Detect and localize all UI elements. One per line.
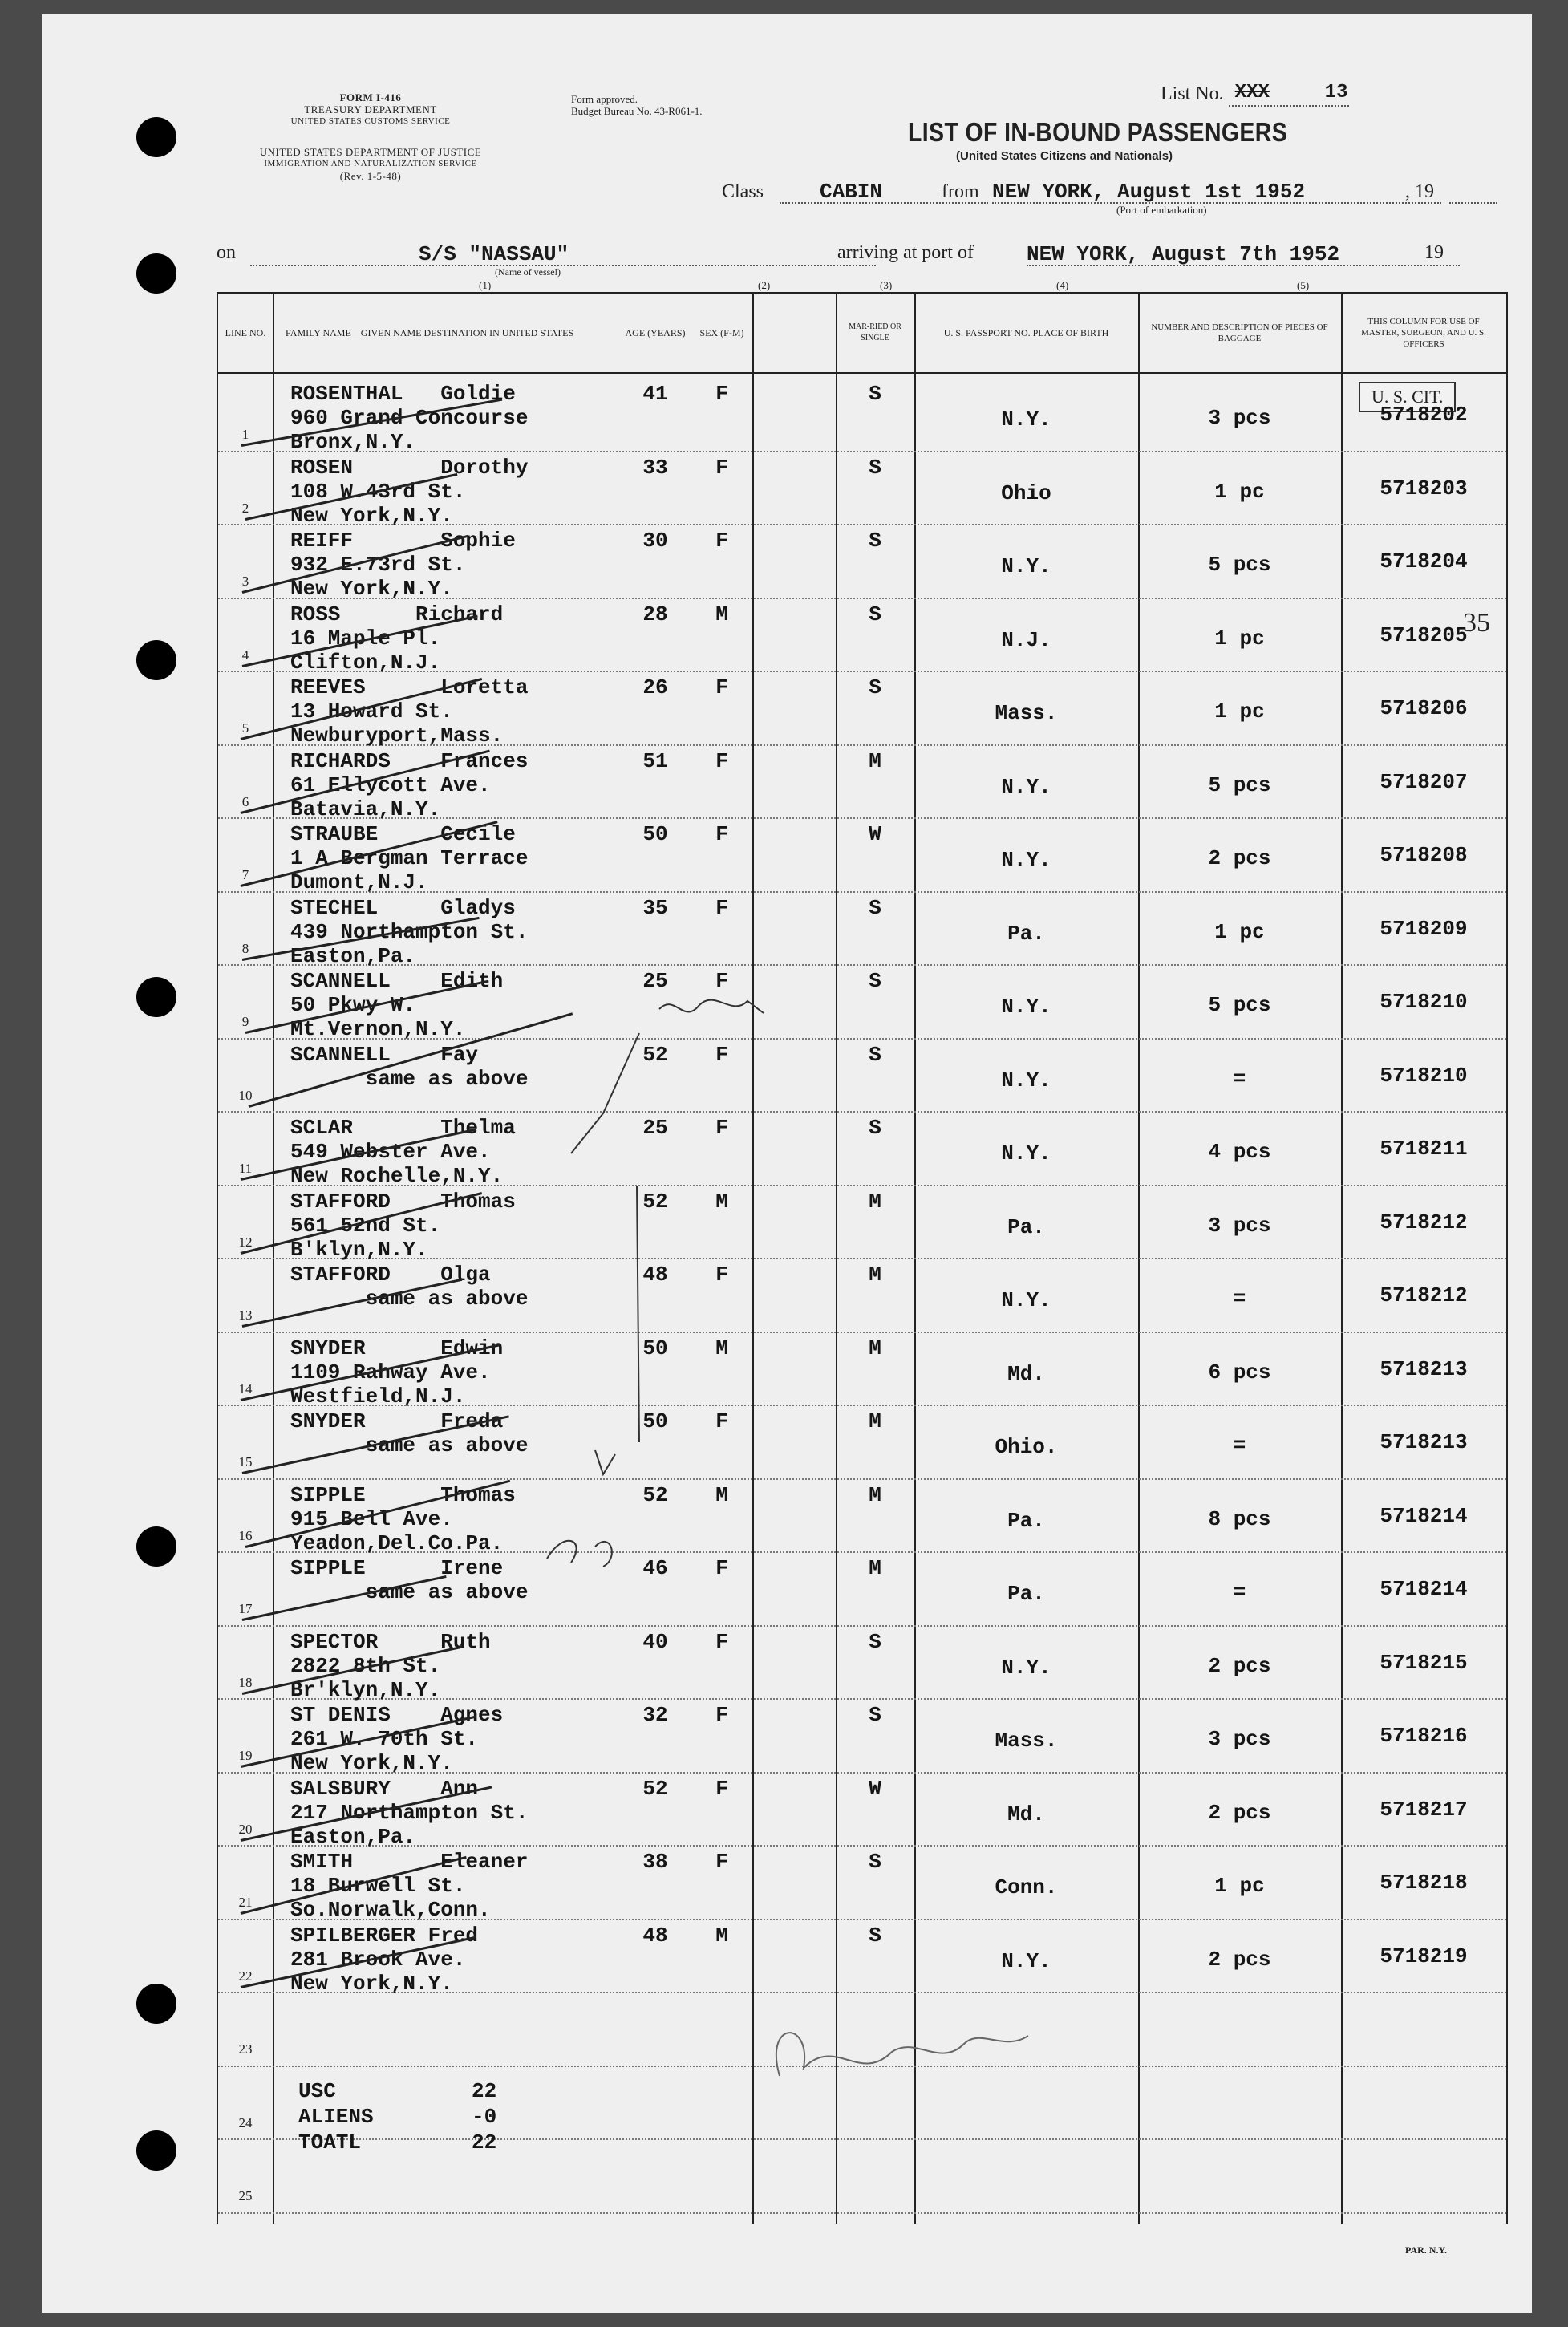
line-number: 16 <box>238 1527 253 1543</box>
line-number: 11 <box>238 1161 253 1176</box>
birth-place: N.Y. <box>1001 407 1051 432</box>
year-label: , 19 <box>1405 181 1434 202</box>
passenger-city: New York,N.Y. <box>290 1751 453 1775</box>
baggage: 3 pcs <box>1208 1213 1271 1238</box>
line-number: 22 <box>238 1968 253 1984</box>
birth-place: Mass. <box>995 701 1058 725</box>
birth-place: Pa. <box>1007 921 1045 946</box>
passenger-sex: F <box>715 969 728 993</box>
passenger-age: 35 <box>642 895 668 920</box>
col-header-name: FAMILY NAME—GIVEN NAME DESTINATION IN UNITED STATES <box>286 327 574 339</box>
baggage: 2 pcs <box>1208 1947 1271 1972</box>
marital-status: S <box>869 1629 881 1654</box>
on-label: on <box>217 242 236 263</box>
birth-place: N.Y. <box>1001 1948 1051 1973</box>
passenger-name: SMITH Eleaner <box>290 1850 529 1874</box>
officer-number: 5718204 <box>1380 549 1468 574</box>
baggage: 2 pcs <box>1208 1800 1271 1825</box>
col-header-age: AGE (YEARS) <box>625 327 686 339</box>
passenger-city: Batavia,N.Y. <box>290 797 441 821</box>
officer-number: 5718212 <box>1380 1283 1468 1307</box>
passenger-name: SPECTOR Ruth <box>290 1629 491 1654</box>
marital-status: S <box>869 1116 881 1140</box>
line-number: 5 <box>241 720 249 736</box>
passenger-city: So.Norwalk,Conn. <box>290 1898 491 1922</box>
passenger-sex: F <box>715 1263 728 1287</box>
passenger-sex: F <box>715 748 728 773</box>
passenger-name: SALSBURY Ann <box>290 1776 479 1801</box>
line-number: 14 <box>238 1380 253 1397</box>
passenger-sex: F <box>715 895 728 920</box>
passenger-age: 26 <box>642 675 668 699</box>
baggage: 6 pcs <box>1208 1360 1271 1384</box>
passenger-age: 52 <box>642 1042 668 1067</box>
col-header-passport: U. S. PASSPORT NO. PLACE OF BIRTH <box>943 327 1109 339</box>
list-number-struck: XXX <box>1234 82 1270 103</box>
birth-place: Conn. <box>995 1875 1058 1899</box>
baggage: 8 pcs <box>1208 1506 1271 1531</box>
marital-status: S <box>869 382 881 406</box>
passenger-name: STRAUBE Cecile <box>290 822 516 846</box>
passenger-name: SCANNELL Fay <box>290 1042 479 1067</box>
marital-status: M <box>869 1556 881 1580</box>
passenger-address: 915 Bell Ave. <box>290 1506 453 1531</box>
line-number: 24 <box>238 2114 253 2130</box>
passenger-age: 48 <box>642 1923 668 1948</box>
passenger-city: Dumont,N.J. <box>290 870 428 894</box>
passenger-sex: F <box>715 529 728 553</box>
passenger-sex: M <box>715 1336 728 1360</box>
treasury-dept: TREASURY DEPARTMENT <box>304 103 437 116</box>
passenger-address: 108 W.43rd St. <box>290 479 466 504</box>
officer-number: 5718202 <box>1380 403 1468 427</box>
passenger-city: Mt.Vernon,N.Y. <box>290 1017 466 1041</box>
passenger-age: 46 <box>642 1556 668 1580</box>
passenger-address: 1 A Bergman Terrace <box>290 846 529 870</box>
page-subtitle: (United States Citizens and Nationals) <box>956 149 1173 163</box>
passenger-name: SCLAR Thelma <box>290 1116 516 1140</box>
passenger-age: 52 <box>642 1482 668 1507</box>
passenger-name: RICHARDS Frances <box>290 748 529 773</box>
vessel-name: S/S "NASSAU" <box>419 242 569 266</box>
birth-place: N.Y. <box>1001 1068 1051 1093</box>
page-title: LIST OF IN-BOUND PASSENGERS <box>908 117 1288 147</box>
baggage: 4 pcs <box>1208 1140 1271 1164</box>
customs-service: UNITED STATES CUSTOMS SERVICE <box>290 116 451 126</box>
col-num-1: (1) <box>479 279 492 291</box>
total-label: TOATL <box>298 2130 362 2155</box>
passenger-sex: F <box>715 1703 728 1727</box>
marital-status: S <box>869 969 881 993</box>
line-number: 17 <box>238 1601 253 1616</box>
passenger-address: 932 E.73rd St. <box>290 553 466 577</box>
list-number: 13 <box>1324 82 1348 103</box>
passenger-sex: F <box>715 1042 728 1067</box>
passenger-city: Br'klyn,N.Y. <box>290 1677 441 1702</box>
passenger-city: Clifton,N.J. <box>290 650 441 675</box>
passenger-age: 28 <box>642 602 668 626</box>
passenger-age: 50 <box>642 822 668 846</box>
arriving-label: arriving at port of <box>837 242 974 263</box>
baggage: 3 pcs <box>1208 406 1271 430</box>
citizen-stamp: U. S. CIT. <box>1359 382 1456 412</box>
birth-place: N.Y. <box>1001 554 1051 578</box>
passenger-sex: F <box>715 1850 728 1874</box>
passenger-name: SIPPLE Thomas <box>290 1482 516 1507</box>
line-number: 13 <box>238 1307 253 1323</box>
line-number: 6 <box>241 793 249 809</box>
officer-number: 5718210 <box>1380 990 1468 1014</box>
baggage: = <box>1233 1287 1246 1311</box>
passenger-address: 50 Pkwy W. <box>290 993 416 1017</box>
baggage: 1 pc <box>1214 699 1265 724</box>
ins-service: IMMIGRATION AND NATURALIZATION SERVICE <box>264 159 477 168</box>
passenger-address: 960 Grand Concourse <box>290 406 529 430</box>
col-header-married: MAR-RIED OR SINGLE <box>849 322 901 343</box>
birth-place: N.Y. <box>1001 774 1051 799</box>
passenger-address: 439 Northampton St. <box>290 919 529 944</box>
class-label: Class <box>722 181 764 202</box>
passenger-name: ROSENTHAL Goldie <box>290 382 516 406</box>
passenger-sex: F <box>715 1629 728 1654</box>
birth-place: N.Y. <box>1001 1655 1051 1680</box>
birth-place: Pa. <box>1007 1508 1045 1533</box>
marital-status: S <box>869 1850 881 1874</box>
marital-status: W <box>869 822 881 846</box>
officer-signature <box>776 2033 1028 2076</box>
line-number: 18 <box>238 1674 253 1690</box>
passenger-address: 13 Howard St. <box>290 699 453 724</box>
passenger-address: same as above <box>290 1287 529 1311</box>
passenger-name: REEVES Loretta <box>290 675 529 699</box>
passenger-address: same as above <box>290 1433 529 1457</box>
passenger-address: same as above <box>290 1066 529 1091</box>
passenger-address: 1109 Rahway Ave. <box>290 1360 491 1384</box>
birth-place: N.Y. <box>1001 848 1051 872</box>
line-number: 7 <box>241 867 249 882</box>
birth-place: N.Y. <box>1001 1288 1051 1312</box>
officer-number: 5718210 <box>1380 1063 1468 1088</box>
passenger-name: SNYDER Freda <box>290 1409 504 1433</box>
embark-note: (Port of embarkation) <box>1116 204 1207 216</box>
officer-number: 5718213 <box>1380 1430 1468 1454</box>
passenger-city: B'klyn,N.Y. <box>290 1237 428 1262</box>
baggage: 1 pc <box>1214 1874 1265 1898</box>
line-number: 25 <box>238 2188 253 2203</box>
justice-dept: UNITED STATES DEPARTMENT OF JUSTICE <box>259 146 482 158</box>
passenger-sex: F <box>715 822 728 846</box>
line-number: 12 <box>238 1234 253 1250</box>
officer-number: 5718212 <box>1380 1210 1468 1234</box>
passenger-age: 52 <box>642 1189 668 1214</box>
officer-number: 5718218 <box>1380 1871 1468 1895</box>
passenger-name: ROSS Richard <box>290 602 504 626</box>
line-number: 21 <box>238 1895 253 1910</box>
col-header-line: LINE NO. <box>225 327 266 339</box>
officer-number: 5718208 <box>1380 843 1468 867</box>
line-number: 10 <box>238 1087 253 1103</box>
baggage: = <box>1233 1580 1246 1604</box>
officer-number: 5718214 <box>1380 1577 1468 1601</box>
total-count: 22 <box>472 2130 497 2155</box>
passenger-name: SIPPLE Irene <box>290 1556 504 1580</box>
passenger-sex: F <box>715 1409 728 1433</box>
passenger-age: 38 <box>642 1850 668 1874</box>
arrival-value: NEW YORK, August 7th 1952 <box>1027 242 1340 266</box>
birth-place: Ohio. <box>995 1435 1058 1459</box>
budget-bureau: Budget Bureau No. 43-R061-1. <box>571 105 703 117</box>
passenger-age: 52 <box>642 1776 668 1801</box>
col-header-sex: SEX (F-M) <box>699 327 744 339</box>
passenger-sex: M <box>715 1482 728 1507</box>
baggage: 5 pcs <box>1208 553 1271 577</box>
officer-number: 5718206 <box>1380 696 1468 720</box>
from-value: NEW YORK, August 1st 1952 <box>992 180 1306 204</box>
marital-status: S <box>869 529 881 553</box>
aliens-count: -0 <box>472 2105 497 2129</box>
passenger-address: 561 52nd St. <box>290 1213 441 1238</box>
passenger-name: STECHEL Gladys <box>290 895 516 920</box>
class-value: CABIN <box>820 180 883 204</box>
passenger-sex: M <box>715 1923 728 1948</box>
col-header-baggage: NUMBER AND DESCRIPTION OF PIECES OF BAGGAGE <box>1151 322 1328 343</box>
marital-status: M <box>869 1189 881 1214</box>
from-label: from <box>942 181 979 202</box>
line-number: 20 <box>238 1821 253 1837</box>
passenger-city: New York,N.Y. <box>290 577 453 601</box>
marital-status: S <box>869 1703 881 1727</box>
aliens-label: ALIENS <box>298 2105 374 2129</box>
marital-status: M <box>869 1409 881 1433</box>
marital-status: W <box>869 1776 881 1801</box>
passenger-address: 217 Northampton St. <box>290 1800 529 1825</box>
form-approved: Form approved. <box>571 93 638 105</box>
passenger-name: SPILBERGER Fred <box>290 1923 479 1948</box>
passenger-age: 32 <box>642 1703 668 1727</box>
baggage: 1 pc <box>1214 479 1265 504</box>
col-header-officers: THIS COLUMN FOR USE OF MASTER, SURGEON, AND U. S. OFFICERS <box>1361 317 1486 349</box>
passenger-age: 25 <box>642 969 668 993</box>
line-number: 15 <box>238 1454 253 1470</box>
col-num-5: (5) <box>1297 279 1310 291</box>
officer-number: 5718207 <box>1380 769 1468 794</box>
marital-status: M <box>869 1482 881 1507</box>
passenger-city: New York,N.Y. <box>290 503 453 528</box>
line-number: 19 <box>238 1748 253 1763</box>
marital-status: S <box>869 602 881 626</box>
marital-status: S <box>869 1923 881 1948</box>
baggage: 5 pcs <box>1208 772 1271 797</box>
passenger-name: ST DENIS Agnes <box>290 1703 504 1727</box>
line-number: 1 <box>241 427 249 442</box>
passenger-sex: F <box>715 1776 728 1801</box>
passenger-name: REIFF Sophie <box>290 529 516 553</box>
passenger-age: 40 <box>642 1629 668 1654</box>
passenger-sex: F <box>715 675 728 699</box>
baggage: 5 pcs <box>1208 993 1271 1017</box>
passenger-address: 61 Ellycott Ave. <box>290 772 491 797</box>
officer-number: 5718209 <box>1380 916 1468 941</box>
passenger-sex: M <box>715 1189 728 1214</box>
passenger-age: 30 <box>642 529 668 553</box>
passenger-city: Westfield,N.J. <box>290 1384 466 1409</box>
passenger-sex: M <box>715 602 728 626</box>
passenger-address: same as above <box>290 1580 529 1604</box>
handwritten-annotation <box>595 1450 615 1474</box>
passenger-name: SNYDER Edwin <box>290 1336 504 1360</box>
marital-status: M <box>869 1336 881 1360</box>
passenger-age: 25 <box>642 1116 668 1140</box>
officer-number: 5718219 <box>1380 1944 1468 1968</box>
line-number: 4 <box>241 647 249 663</box>
baggage: 1 pc <box>1214 626 1265 651</box>
birth-place: Pa. <box>1007 1214 1045 1239</box>
list-label: List No. <box>1161 83 1224 104</box>
line-number: 3 <box>241 574 249 589</box>
line-number: 9 <box>241 1014 249 1029</box>
birth-place: Pa. <box>1007 1582 1045 1606</box>
handwritten-annotation <box>571 1033 639 1153</box>
col-num-3: (3) <box>880 279 893 291</box>
col-num-2: (2) <box>758 279 771 291</box>
passenger-age: 50 <box>642 1336 668 1360</box>
passenger-name: STAFFORD Olga <box>290 1263 491 1287</box>
passenger-city: Easton,Pa. <box>290 1824 416 1849</box>
passenger-name: ROSEN Dorothy <box>290 455 529 480</box>
passenger-sex: F <box>715 1116 728 1140</box>
passenger-address: 16 Maple Pl. <box>290 626 441 651</box>
passenger-city: New York,N.Y. <box>290 1971 453 1996</box>
marital-status: S <box>869 895 881 920</box>
baggage: 2 pcs <box>1208 846 1271 870</box>
passenger-name: STAFFORD Thomas <box>290 1189 516 1214</box>
passenger-age: 48 <box>642 1263 668 1287</box>
passenger-city: Easton,Pa. <box>290 943 416 968</box>
baggage: 3 pcs <box>1208 1727 1271 1751</box>
passenger-age: 51 <box>642 748 668 773</box>
form-number: FORM I-416 <box>339 91 402 103</box>
line-number: 8 <box>241 940 249 956</box>
officer-number: 5718211 <box>1380 1137 1468 1161</box>
birth-place: Md. <box>1007 1802 1045 1826</box>
margin-number: 35 <box>1463 608 1490 638</box>
passenger-sex: F <box>715 455 728 480</box>
baggage: = <box>1233 1066 1246 1091</box>
line-number: 23 <box>238 2041 253 2057</box>
officer-number: 5718216 <box>1380 1724 1468 1748</box>
marital-status: M <box>869 1263 881 1287</box>
passenger-address: 18 Burwell St. <box>290 1874 466 1898</box>
birth-place: Md. <box>1007 1361 1045 1386</box>
officer-number: 5718217 <box>1380 1797 1468 1822</box>
officer-number: 5718205 <box>1380 622 1468 647</box>
passenger-sex: F <box>715 1556 728 1580</box>
printer-mark: PAR. N.Y. <box>1405 2244 1448 2256</box>
marital-status: S <box>869 1042 881 1067</box>
passenger-city: Newburyport,Mass. <box>290 724 504 748</box>
manifest-page <box>42 14 1532 2313</box>
passenger-age: 33 <box>642 455 668 480</box>
usc-label: USC <box>298 2079 336 2103</box>
birth-place: N.Y. <box>1001 1141 1051 1166</box>
officer-number: 5718203 <box>1380 476 1468 501</box>
marital-status: S <box>869 455 881 480</box>
col-num-4: (4) <box>1056 279 1069 291</box>
handwritten-annotation <box>659 1000 764 1013</box>
passenger-address: 281 Brook Ave. <box>290 1947 466 1972</box>
birth-place: Mass. <box>995 1729 1058 1753</box>
passenger-name: SCANNELL Edith <box>290 969 504 993</box>
passenger-age: 50 <box>642 1409 668 1433</box>
passenger-age: 41 <box>642 382 668 406</box>
birth-place: N.Y. <box>1001 995 1051 1019</box>
passenger-city: Bronx,N.Y. <box>290 430 416 454</box>
usc-count: 22 <box>472 2079 497 2103</box>
marital-status: S <box>869 675 881 699</box>
birth-place: Ohio <box>1001 480 1051 505</box>
passenger-address: 549 Webster Ave. <box>290 1140 491 1164</box>
baggage: 1 pc <box>1214 919 1265 944</box>
officer-number: 5718214 <box>1380 1503 1468 1528</box>
passenger-city: New Rochelle,N.Y. <box>290 1164 504 1188</box>
passenger-city: Yeadon,Del.Co.Pa. <box>290 1530 504 1555</box>
handwritten-annotation <box>637 1186 639 1442</box>
passenger-address: 261 W. 70th St. <box>290 1727 479 1751</box>
arrival-year: 19 <box>1424 242 1444 263</box>
handwritten-annotation <box>547 1541 612 1567</box>
baggage: 2 pcs <box>1208 1653 1271 1678</box>
revision-date: (Rev. 1-5-48) <box>339 170 402 182</box>
officer-number: 5718215 <box>1380 1650 1468 1675</box>
passenger-sex: F <box>715 382 728 406</box>
vessel-note: (Name of vessel) <box>495 266 561 278</box>
handwriting-overlay <box>42 14 1532 2313</box>
passenger-address: 2822 8th St. <box>290 1653 441 1678</box>
officer-number: 5718213 <box>1380 1356 1468 1381</box>
baggage: = <box>1233 1433 1246 1457</box>
marital-status: M <box>869 748 881 773</box>
birth-place: N.J. <box>1001 627 1051 652</box>
line-number: 2 <box>241 500 249 516</box>
